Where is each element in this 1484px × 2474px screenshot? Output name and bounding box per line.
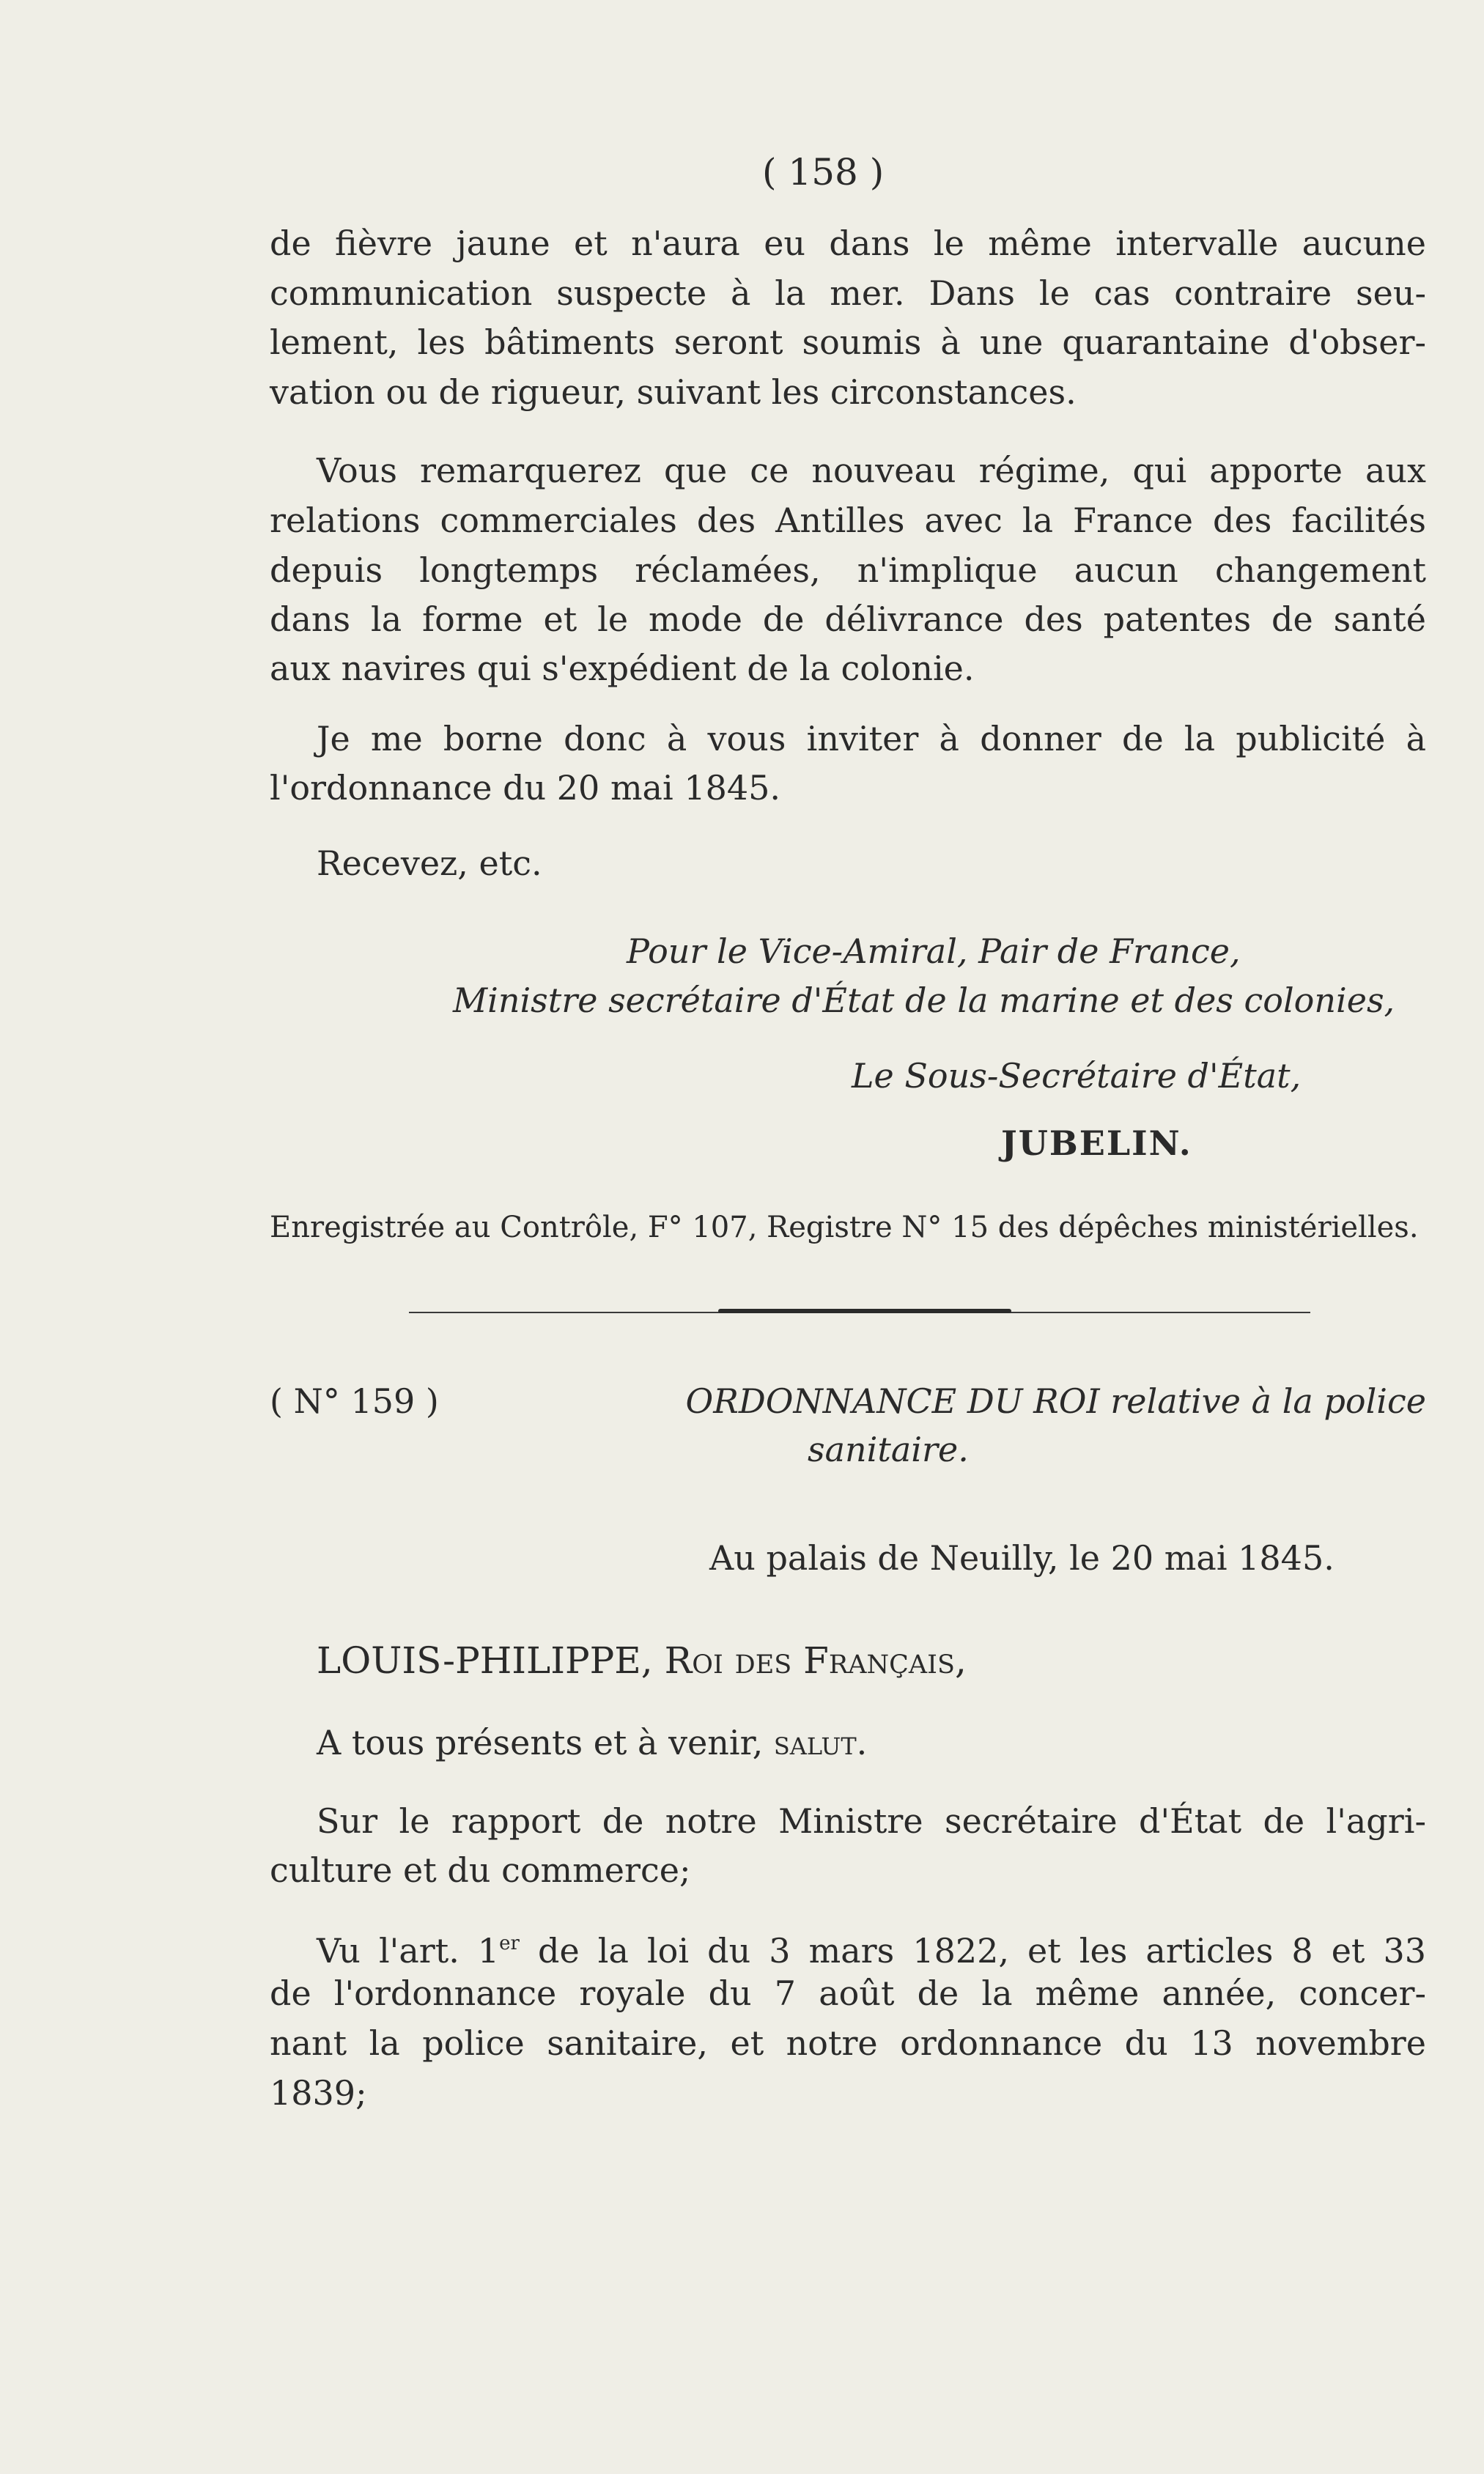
ordonnance-title: ORDONNANCE DU ROI relative à la police xyxy=(685,1381,1426,1421)
signature-line: Pour le Vice-Amiral, Pair de France, xyxy=(627,931,1241,971)
paragraph-line: vation ou de rigueur, suivant les circonstances. xyxy=(270,372,1077,412)
paragraph-line: de fièvre jaune et n'aura eu dans le même intervalle aucune xyxy=(270,224,1426,263)
king-heading xyxy=(317,1639,967,1683)
paragraph-line: lement, les bâtiments seront soumis à une quarantaine d'obser- xyxy=(270,322,1426,362)
paragraph-line: depuis longtemps réclamées, n'implique aucun changement xyxy=(270,550,1426,590)
salutation xyxy=(317,1721,867,1765)
section-divider-ornament xyxy=(718,1309,1011,1313)
paragraph-line: relations commerciales des Antilles avec la France des facilités xyxy=(270,501,1426,540)
paragraph-line: 1839; xyxy=(270,2073,367,2113)
page-number: ( 158 ) xyxy=(762,151,885,193)
place-date: Au palais de Neuilly, le 20 mai 1845. xyxy=(709,1538,1335,1578)
paragraph-line: dans la forme et le mode de délivrance des patentes de santé xyxy=(270,599,1426,639)
registration-note: Enregistrée au Contrôle, F° 107, Registre N° 15 des dépêches ministérielles. xyxy=(270,1211,1419,1244)
paragraph-line: l'ordonnance du 20 mai 1845. xyxy=(270,768,781,808)
ordonnance-number: ( N° 159 ) xyxy=(270,1381,439,1421)
paragraph-line: de l'ordonnance royale du 7 août de la même année, concer- xyxy=(270,1973,1426,2013)
salutation-text: A tous présents et à venir, xyxy=(317,1723,764,1762)
paragraph-line: nant la police sanitaire, et notre ordonnance du 13 novembre xyxy=(270,2023,1426,2063)
paragraph-line: aux navires qui s'expédient de la colonie. xyxy=(270,649,975,688)
king-name: LOUIS-PHILIPPE, xyxy=(317,1639,653,1682)
signature-line: Le Sous-Secrétaire d'État, xyxy=(852,1056,1302,1096)
closing-line: Recevez, etc. xyxy=(317,843,542,883)
paragraph-line: Vous remarquerez que ce nouveau régime, qui apporte aux xyxy=(317,451,1426,490)
paragraph-line: Vu l'art. 1er de la loi du 3 mars 1822, et les articles 8 et 33 xyxy=(317,1931,1426,1971)
salutation-word: salut. xyxy=(773,1723,868,1762)
paragraph-line: culture et du commerce; xyxy=(270,1850,691,1890)
king-title: Roi des Français, xyxy=(664,1639,967,1682)
paragraph-line: communication suspecte à la mer. Dans le cas contraire seu- xyxy=(270,273,1426,313)
signature-line: Ministre secrétaire d'État de la marine et des colonies, xyxy=(453,981,1395,1020)
signatory-name: JUBELIN. xyxy=(1001,1123,1192,1163)
ordonnance-title: sanitaire. xyxy=(808,1430,969,1469)
paragraph-line: Je me borne donc à vous inviter à donner de la publicité à xyxy=(317,719,1426,758)
paragraph-line: Sur le rapport de notre Ministre secrétaire d'État de l'agri- xyxy=(317,1801,1426,1841)
